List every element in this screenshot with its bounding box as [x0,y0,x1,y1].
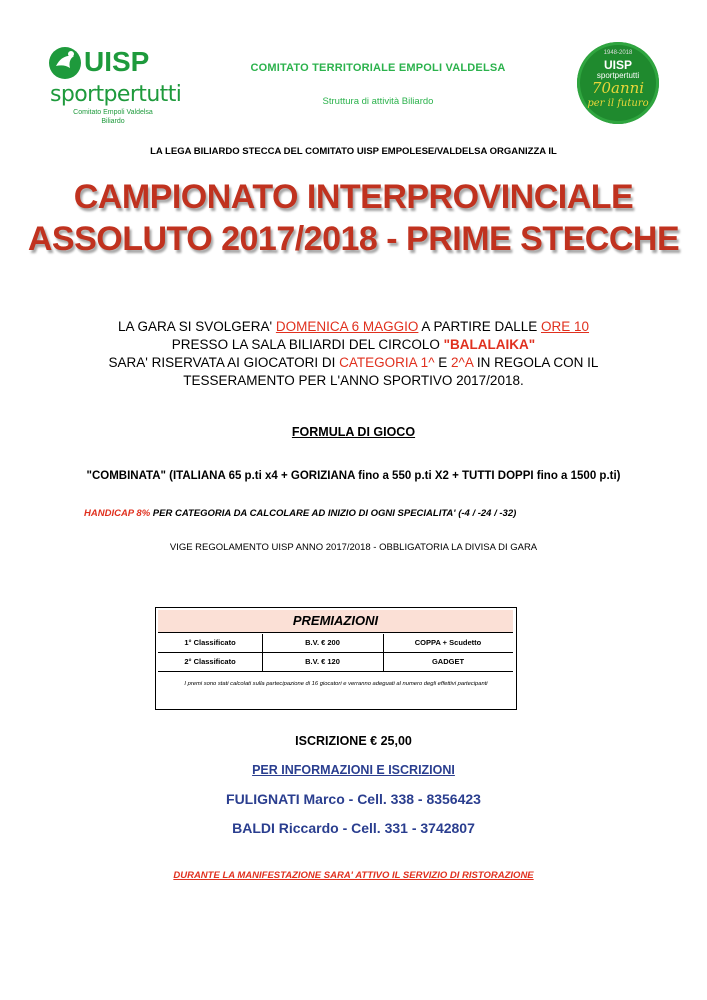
info-text: A PARTIRE DALLE [418,319,541,334]
prize-item: COPPA + Scudetto [414,638,482,647]
prize-table-heading: PREMIAZIONI [158,610,513,633]
info-line-date [0,318,707,336]
game-formula: "COMBINATA" (ITALIANA 65 p.ti x4 + GORIZIANA fino a 550 p.ti X2 + TUTTI DOPPI fino a 1500 p.ti) [86,470,621,482]
registration-fee: ISCRIZIONE € 25,00 [295,734,412,748]
category-second: 2^A [451,355,474,370]
event-date: DOMENICA 6 MAGGIO [275,319,419,334]
main-title-line1: CAMPIONATO INTERPROVINCIALE [73,178,634,216]
prize-place: 1° Classificato [158,634,263,652]
info-text: LA GARA SI SVOLGERA' [117,319,276,334]
badge-future: per il futuro [587,98,649,109]
event-time: ORE 10 [540,319,590,334]
badge-seventy: 70anni [591,79,645,97]
logo-sub-activity: Biliardo [101,118,125,125]
contact-fulignati: FULIGNATI Marco - Cell. 338 - 8356423 [226,791,481,807]
uisp-logo [48,46,182,128]
table-row [158,653,513,672]
uisp-runner-icon [48,46,82,80]
info-text: E [434,355,452,370]
info-text: SARA' RISERVATA AI GIOCATORI DI [108,355,340,370]
info-text: IN REGOLA CON IL [473,355,599,370]
handicap-line [84,508,516,519]
organizer-line: LA LEGA BILIARDO STECCA DEL COMITATO UISP EMPOLESE/VALDELSA ORGANIZZA IL [150,146,557,157]
prize-place: 2° Classificato [158,653,263,671]
handicap-text: PER CATEGORIA DA CALCOLARE AD INIZIO DI OGNI SPECIALITA' (-4 / -24 / -32) [150,508,517,519]
category-first: CATEGORIA 1^ [339,355,435,370]
info-line-category [0,354,707,372]
main-title-line2: ASSOLUTO 2017/2018 - PRIME STECCHE [27,220,680,258]
logo-brand: UISP [84,46,150,77]
committee-name: COMITATO TERRITORIALE EMPOLI VALDELSA [250,62,506,74]
table-row [158,634,513,653]
handicap-label: HANDICAP 8% [84,508,151,519]
logo-sub-committee: Comitato Empoli Valdelsa [73,109,153,116]
prize-item: GADGET [431,657,465,666]
prize-note: I premi sono stati calcolati sulla partecipazione di 16 giocatori e verranno adeguati al numero degli effettivi partecipanti [184,681,488,687]
prize-voucher: B.V. € 120 [262,653,384,671]
anniversary-badge [577,42,659,124]
prize-voucher: B.V. € 200 [262,634,384,652]
badge-brand: UISP [603,58,632,72]
event-venue: "BALALAIKA" [443,337,536,352]
structure-name: Struttura di attività Biliardo [322,96,434,107]
badge-tagline: sportpertutti [596,71,640,80]
badge-years: 1948-2018 [603,50,633,56]
info-heading: PER INFORMAZIONI E ISCRIZIONI [252,763,455,777]
info-line-venue [0,336,707,354]
info-text: PRESSO LA SALA BILIARDI DEL CIRCOLO [171,337,444,352]
info-line-membership: TESSERAMENTO PER L'ANNO SPORTIVO 2017/2018. [183,373,524,388]
logo-subtitle [48,108,178,126]
logo-tagline: sportpertutti [50,82,182,107]
formula-heading: FORMULA DI GIOCO [291,425,416,439]
contact-baldi: BALDI Riccardo - Cell. 331 - 3742807 [232,820,475,836]
catering-notice: DURANTE LA MANIFESTAZIONE SARA' ATTIVO IL SERVIZIO DI RISTORAZIONE [173,870,534,881]
rules-line: VIGE REGOLAMENTO UISP ANNO 2017/2018 - OBBLIGATORIA LA DIVISA DI GARA [169,542,538,553]
prize-table [155,607,517,710]
